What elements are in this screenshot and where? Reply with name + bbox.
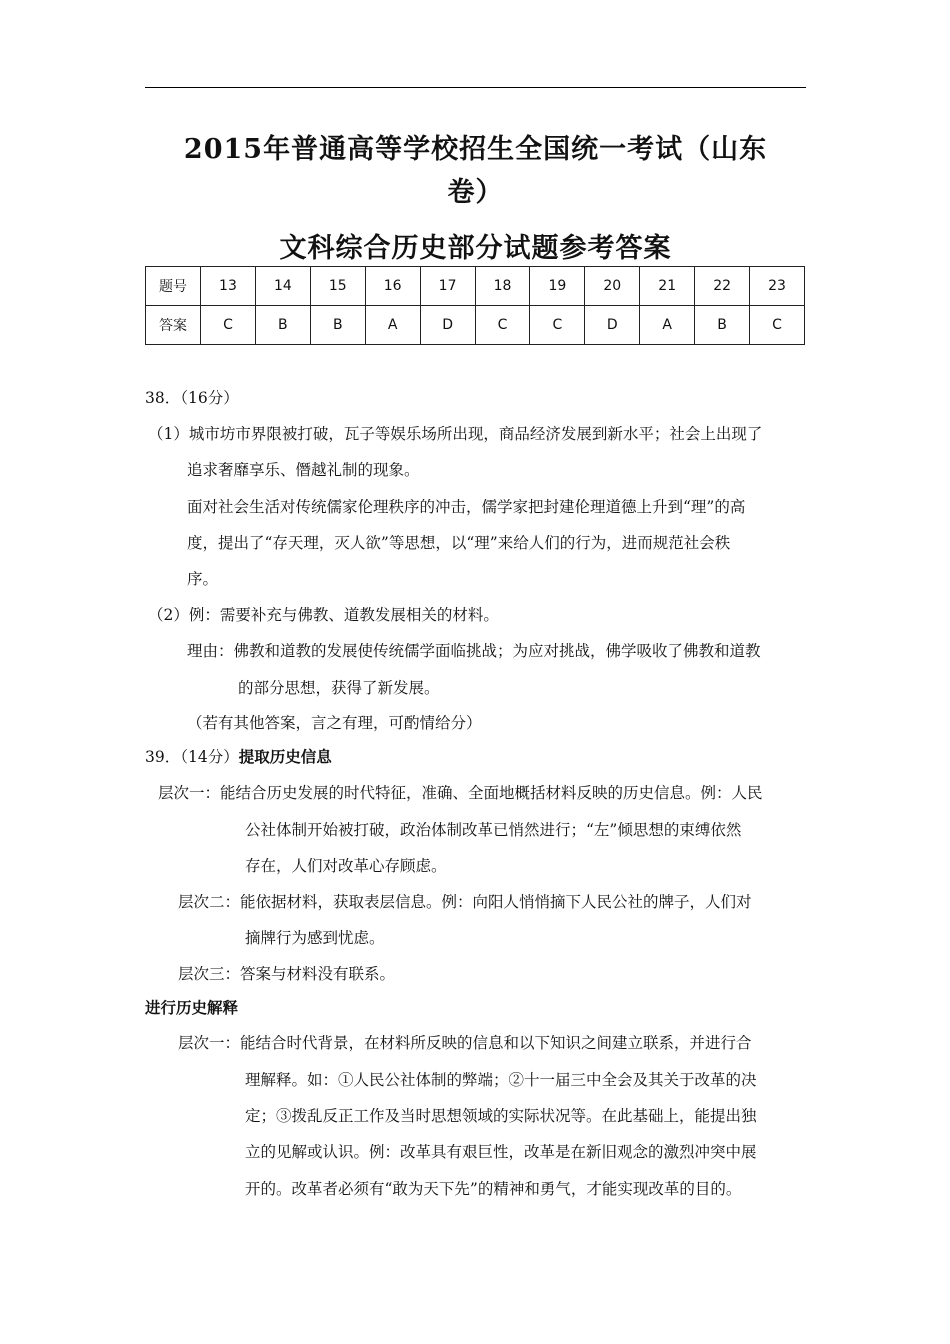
number-cell: 13 <box>201 267 256 306</box>
answer-cell: C <box>201 306 256 345</box>
q39-section2-line: 开的。改革者必须有“敢为天下先”的精神和勇气，才能实现改革的目的。 <box>245 1180 742 1198</box>
number-cell: 18 <box>475 267 530 306</box>
q38-part1-line: 度，提出了“存天理，灭人欲”等思想，以“理”来给人们的行为，进而规范社会秩 <box>187 534 731 552</box>
number-cell: 16 <box>365 267 420 306</box>
answer-row-label: 答案 <box>146 306 201 345</box>
answer-cell: C <box>475 306 530 345</box>
q39-level3-line: 层次三：答案与材料没有联系。 <box>178 965 396 983</box>
number-cell: 19 <box>530 267 585 306</box>
answer-cell: B <box>310 306 365 345</box>
header-rule <box>145 87 806 88</box>
q38-part1-line: 序。 <box>187 570 219 588</box>
q39-section2-line: 层次一：能结合时代背景，在材料所反映的信息和以下知识之间建立联系，并进行合 <box>178 1034 752 1052</box>
q39-heading-prefix: 39．（14分） <box>145 748 239 766</box>
answer-row <box>146 306 805 345</box>
q39-level1-line: 存在，人们对改革心存顾虑。 <box>245 857 447 875</box>
q39-level1-line: 层次一：能结合历史发展的时代特征，准确、全面地概括材料反映的历史信息。例：人民 <box>158 784 763 802</box>
q38-part1-line: （1）城市坊市界限被打破，瓦子等娱乐场所出现，商品经济发展到新水平；社会上出现了 <box>148 425 763 443</box>
q39-section2-line: 定；③拨乱反正工作及当时思想领域的实际状况等。在此基础上，能提出独 <box>245 1107 757 1125</box>
q38-part2-line: 的部分思想，获得了新发展。 <box>238 679 440 697</box>
q39-section2-line: 理解释。如：①人民公社体制的弊端；②十一届三中全会及其关于改革的决 <box>245 1071 757 1089</box>
title-line-3: 文科综合历史部分试题参考答案 <box>279 233 672 264</box>
q38-part1-line: 面对社会生活对传统儒家伦理秩序的冲击，儒学家把封建伦理道德上升到“理”的高 <box>187 498 746 516</box>
q39-section1-heading: 提取历史信息 <box>238 747 332 766</box>
q39-section2-heading: 进行历史解释 <box>145 998 239 1017</box>
number-cell: 20 <box>585 267 640 306</box>
q39-level1-line: 公社体制开始被打破，政治体制改革已悄然进行；“左”倾思想的束缚依然 <box>245 821 742 839</box>
title-line-1: 2015年普通高等学校招生全国统一考试（山东 <box>183 134 768 165</box>
number-cell: 23 <box>750 267 805 306</box>
number-cell: 14 <box>255 267 310 306</box>
number-row-label: 题号 <box>146 267 201 306</box>
answer-table <box>145 266 805 345</box>
answer-cell: D <box>420 306 475 345</box>
q39-level2-line: 摘牌行为感到忧虑。 <box>245 929 385 947</box>
answer-cell: A <box>365 306 420 345</box>
title-line-2: 卷） <box>447 177 504 208</box>
answer-cell: B <box>695 306 750 345</box>
q39-heading <box>145 745 332 767</box>
answer-cell: C <box>530 306 585 345</box>
q38-part2-line: 理由：佛教和道教的发展使传统儒学面临挑战；为应对挑战，佛学吸收了佛教和道教 <box>187 642 761 660</box>
q39-section2-line: 立的见解或认识。例：改革具有艰巨性，改革是在新旧观念的激烈冲突中展 <box>245 1143 757 1161</box>
number-cell: 17 <box>420 267 475 306</box>
number-cell: 21 <box>640 267 695 306</box>
q39-level2-line: 层次二：能依据材料，获取表层信息。例：向阳人悄悄摘下人民公社的牌子，人们对 <box>178 893 752 911</box>
answer-cell: B <box>255 306 310 345</box>
q38-part2-line: （2）例：需要补充与佛教、道教发展相关的材料。 <box>148 606 499 624</box>
answer-cell: C <box>750 306 805 345</box>
number-cell: 22 <box>695 267 750 306</box>
q38-note: （若有其他答案，言之有理，可酌情给分） <box>187 714 482 732</box>
q38-part1-line: 追求奢靡享乐、僭越礼制的现象。 <box>187 461 420 479</box>
number-cell: 15 <box>310 267 365 306</box>
q38-heading: 38．（16分） <box>145 389 239 407</box>
answer-cell: A <box>640 306 695 345</box>
answer-cell: D <box>585 306 640 345</box>
number-row <box>146 267 805 306</box>
